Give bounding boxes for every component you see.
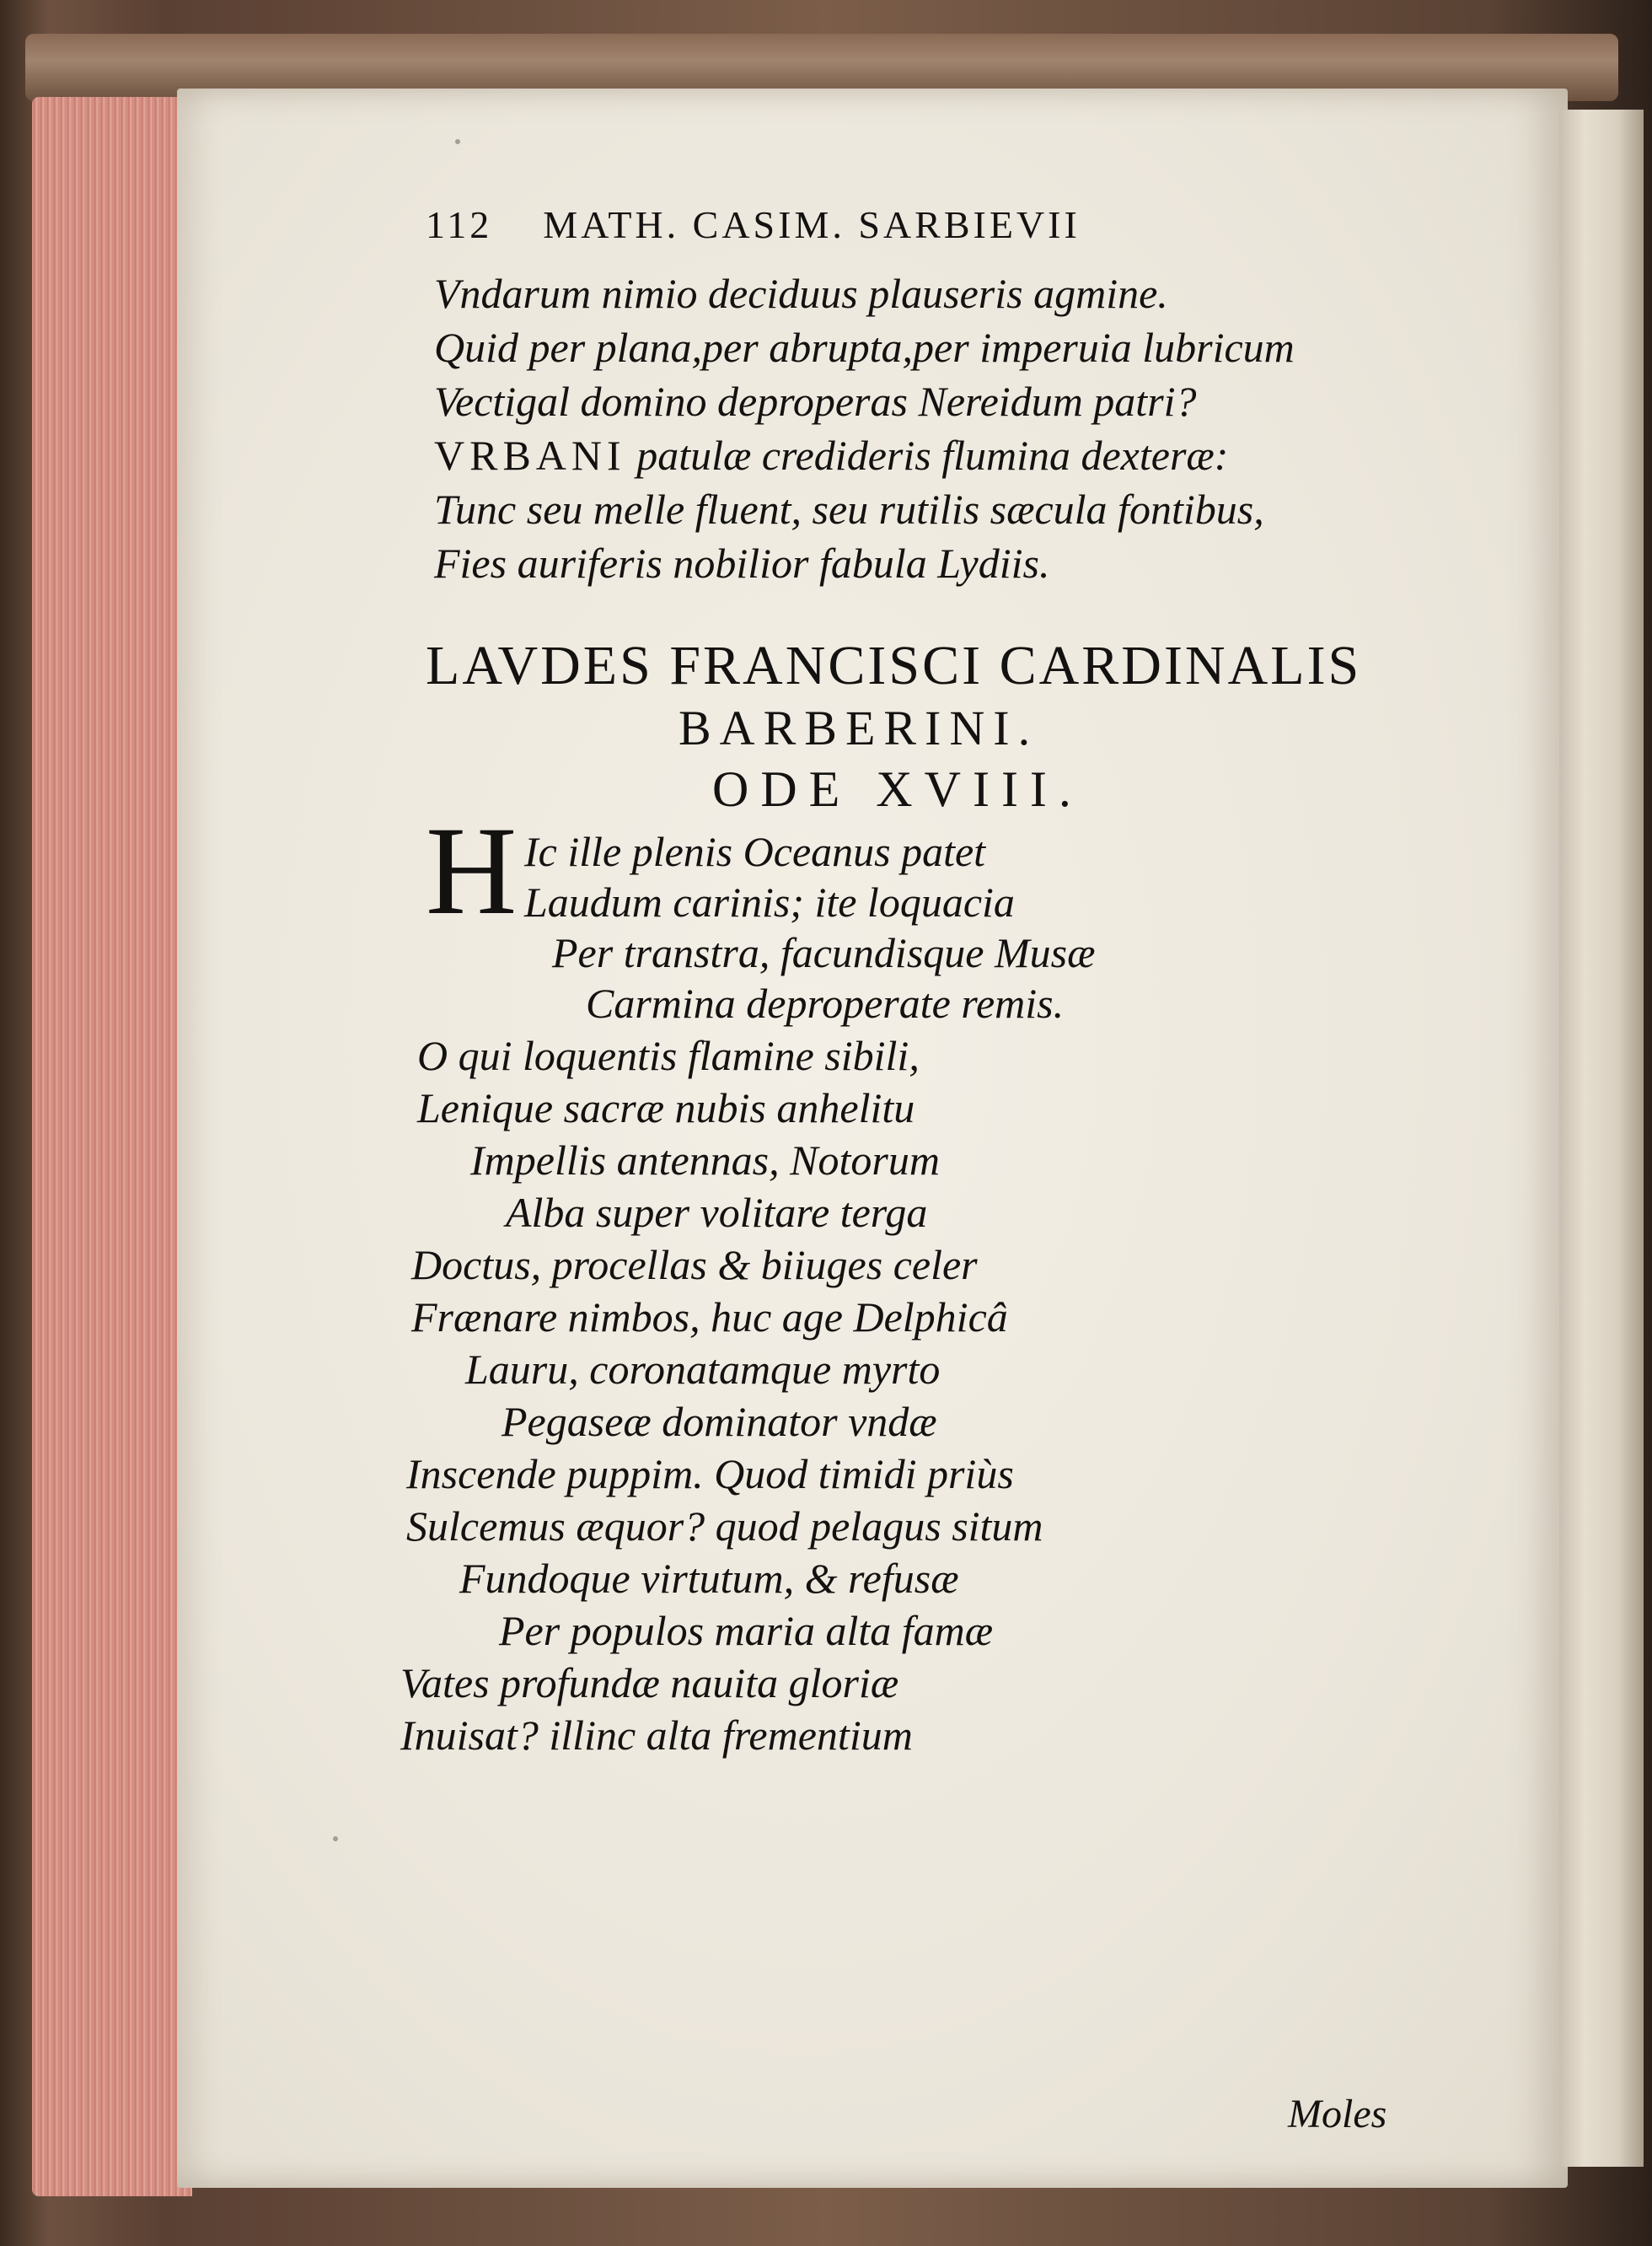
ode-line: Vates profundæ nauita gloriæ [400,1659,899,1706]
poem-line: Tunc seu melle fluent, seu rutilis sæcula fontibus, [434,486,1264,533]
ode-line: Lenique sacræ nubis anhelitu [417,1084,915,1131]
catchword: Moles [1288,2092,1387,2136]
ode-line: Doctus, procellas & biiuges celer [411,1241,978,1288]
poem-line: Quid per plana,per abrupta,per imperuia lubricum [434,324,1295,371]
ode-line: Inscende puppim. Quod timidi priùs [406,1450,1014,1497]
ode-line: Per transtra, facundisque Musæ [552,929,1096,976]
ode-line: Fundoque virtutum, & refusæ [459,1555,959,1602]
poem-line [434,430,1228,481]
ink-speck [333,1836,338,1841]
urbani-caps: VRBANI [434,432,626,479]
running-head [426,202,1311,247]
ode-title: LAVDES FRANCISCI CARDINALIS [426,635,1362,696]
ink-speck [455,139,460,144]
ode-line: Alba super volitare terga [506,1189,928,1236]
ode-line: Ic ille plenis Oceanus patet [524,828,986,875]
ode-line: Impellis antennas, Notorum [470,1136,940,1184]
poem-line: Fies auriferis nobilior fabula Lydiis. [434,540,1050,587]
ode-line: Per populos maria alta famæ [499,1607,994,1654]
ode-line: Lauru, coronatamque myrto [465,1346,941,1393]
drop-cap: H [426,801,518,941]
ode-line: Laudum carinis; ite loquacia [524,879,1015,926]
ode-number: ODE XVIII. [712,761,1083,817]
ode-line: Sulcemus æquor? quod pelagus situm [406,1502,1043,1550]
ode-line: Carmina deproperate remis. [586,980,1065,1027]
ode-line: O qui loquentis flamine sibili, [417,1032,920,1079]
author-header: MATH. CASIM. SARBIEVII [543,203,1081,246]
ode-line: Frænare nimbos, huc age Delphicâ [411,1293,1008,1341]
poem-line-rest: patulæ credideris flumina dexteræ: [636,432,1229,479]
poem-line: Vndarum nimio deciduus plauseris agmine. [434,270,1168,317]
ode-line: Inuisat? illinc alta frementium [400,1711,913,1759]
page-number: 112 [426,203,493,246]
poem-line: Vectigal domino deproperas Nereidum patri? [434,378,1197,425]
ode-line: Pegaseæ dominator vndæ [502,1398,937,1445]
ode-title-line2: BARBERINI. [678,701,1039,755]
